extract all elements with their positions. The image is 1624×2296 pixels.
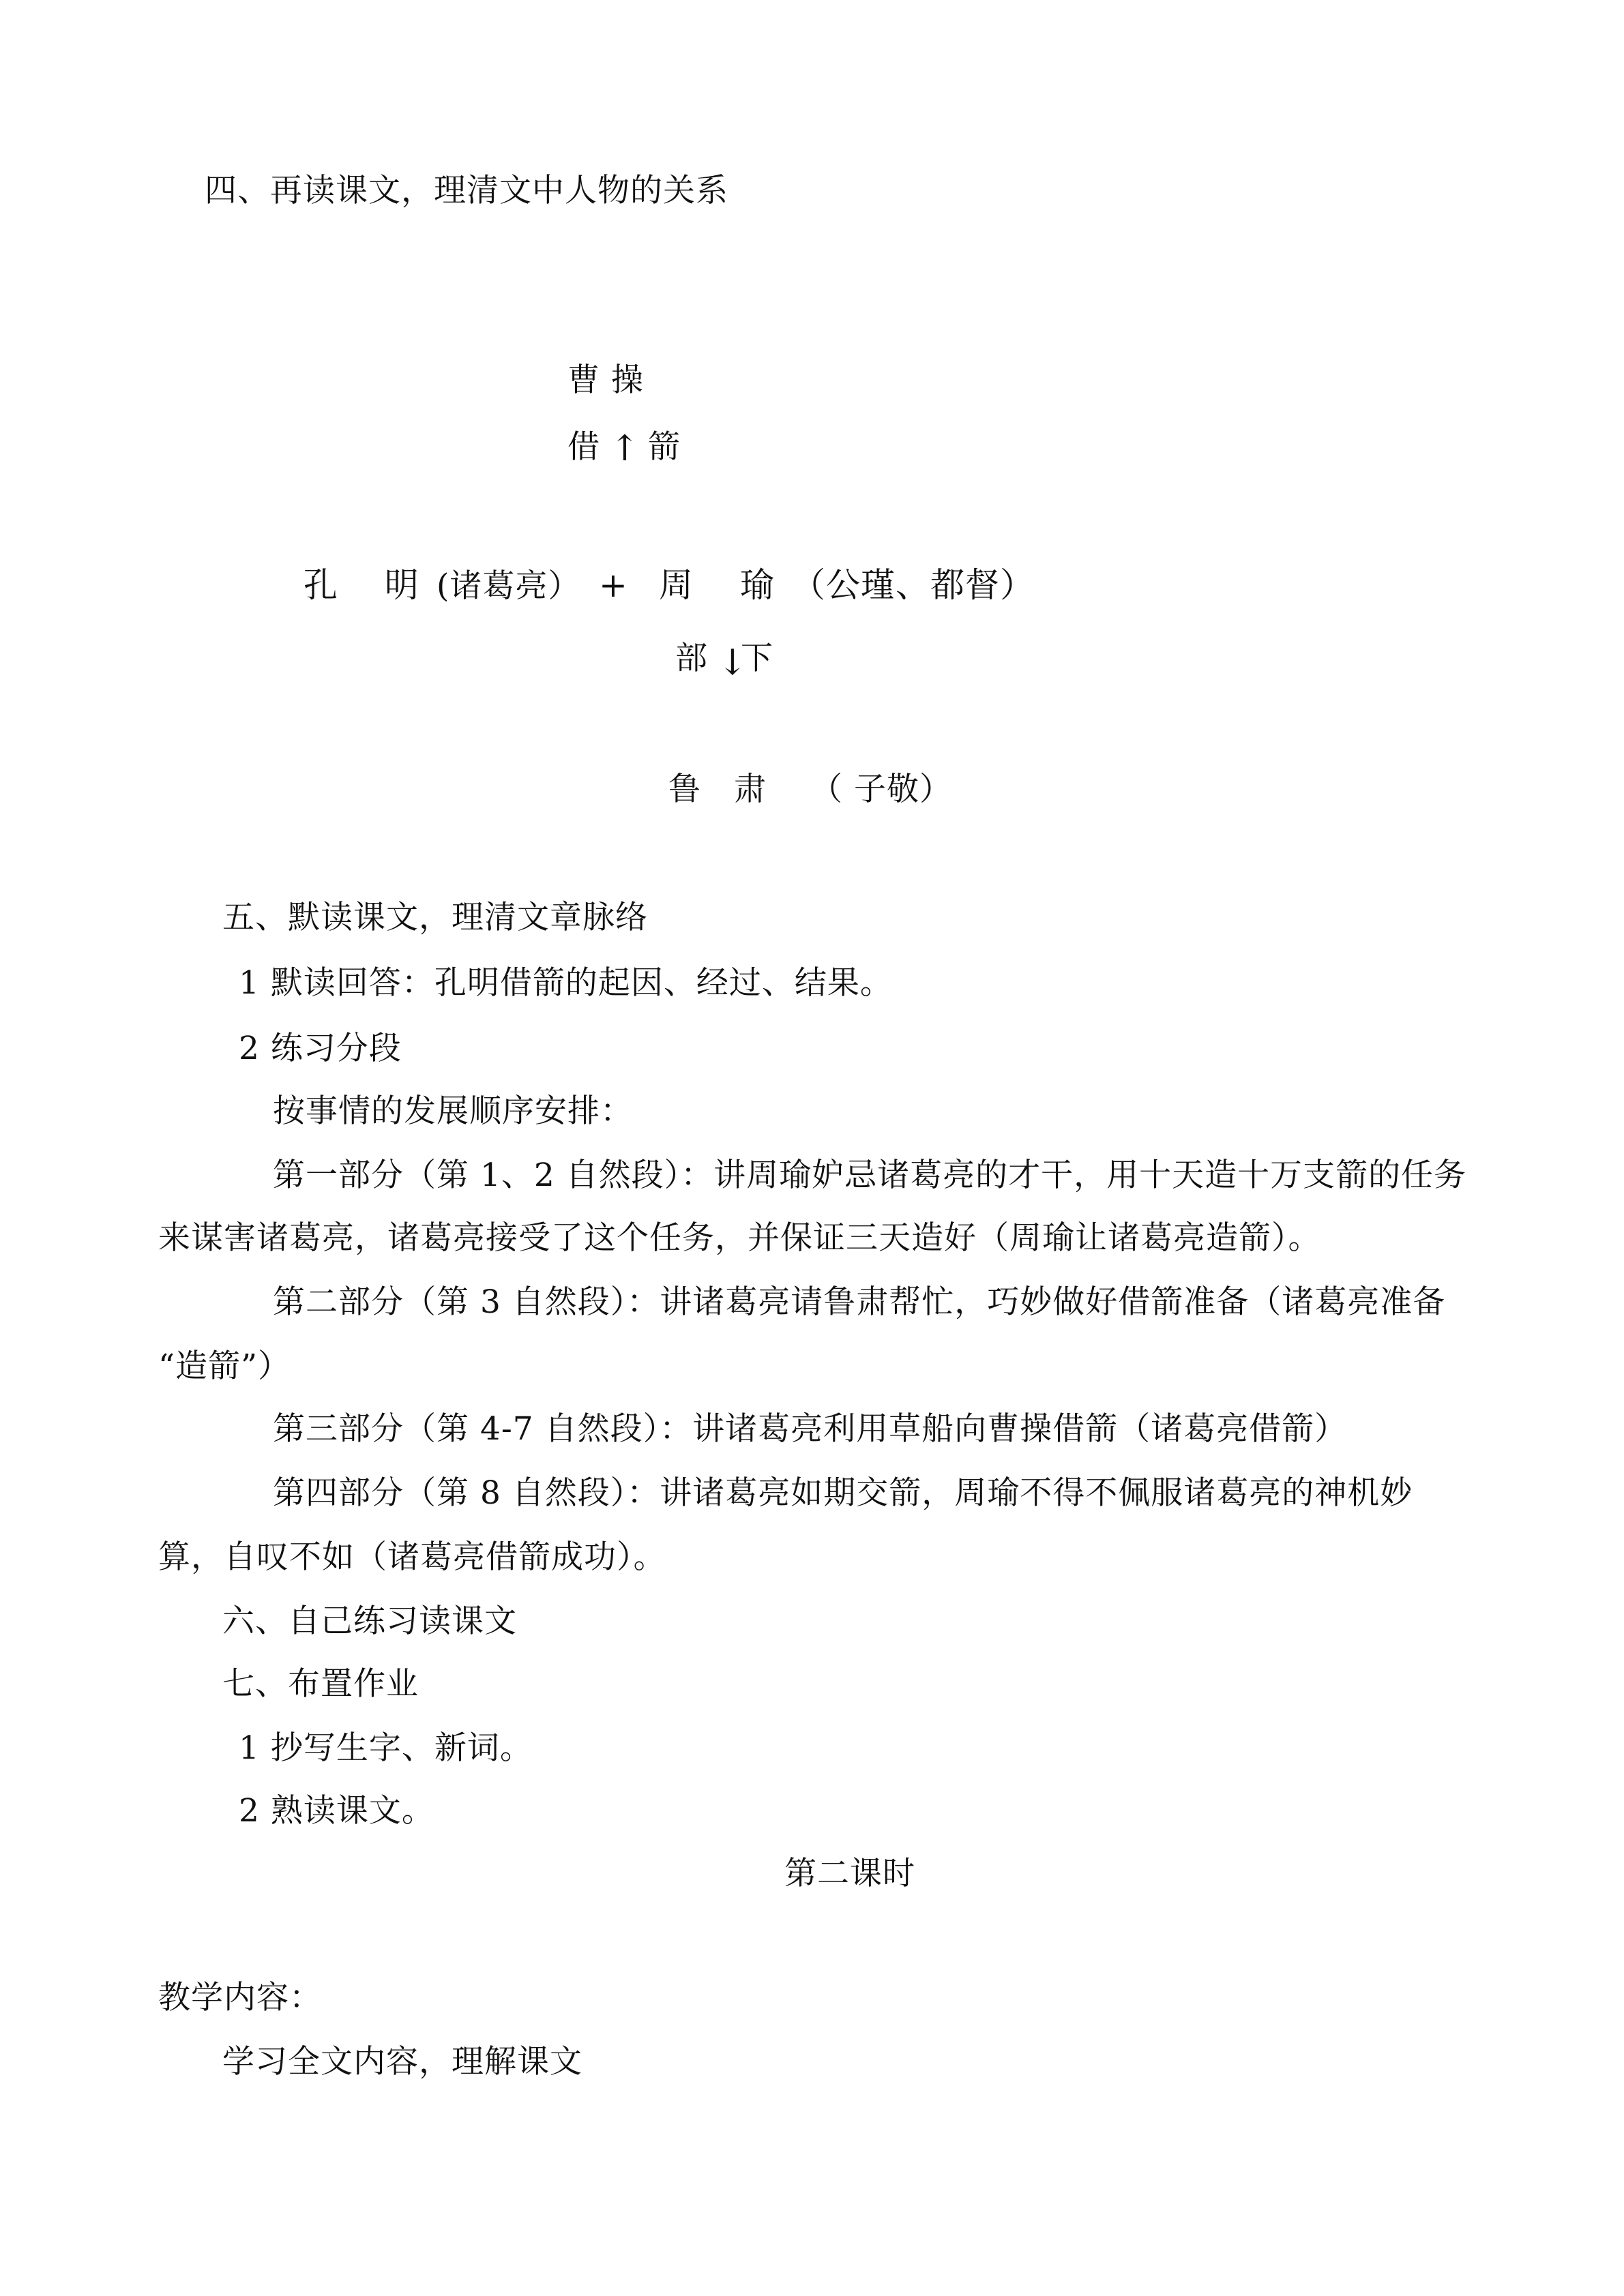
part1-line2: 来谋害诸葛亮，诸葛亮接受了这个任务，并保证三天造好（周瑜让诸葛亮造箭）。: [158, 1219, 1321, 1257]
down-arrow-icon: ↓: [718, 642, 748, 683]
section5-heading: 五、默读课文，理清文章脉络: [222, 899, 648, 936]
lu-su-alias: （ 子敬）: [810, 771, 952, 808]
lesson2-content-label: 教学内容：: [158, 1979, 322, 2016]
section5-item-2: 2 练习分段: [239, 1030, 402, 1067]
section6-heading: 六、自己练习读课文: [222, 1602, 517, 1640]
borrow-left-label: 借: [567, 428, 600, 466]
part2-line1: 第二部分（第 3 自然段）：讲诸葛亮请鲁肃帮忙，巧妙做好借箭准备（诸葛亮准备: [273, 1283, 1446, 1321]
section5-item-1: 1 默读回答：孔明借箭的起因、经过、结果。: [239, 964, 893, 1002]
part1-line1: 第一部分（第 1、2 自然段）：讲周瑜妒忌诸葛亮的才干，用十天造十万支箭的任务: [273, 1157, 1467, 1194]
part4-line2: 算，自叹不如（诸葛亮借箭成功）。: [158, 1538, 666, 1576]
borrow-right-label: 箭: [648, 428, 681, 466]
lesson2-content-text: 学习全文内容，理解课文: [222, 2043, 582, 2081]
subordinate-right-label: 下: [741, 640, 773, 677]
zhou-yu-label: 周 瑜: [659, 565, 775, 605]
section7-item-1: 1 抄写生字、新词。: [239, 1729, 533, 1767]
lu-su-label: 鲁 肃: [668, 771, 767, 808]
part4-line1: 第四部分（第 8 自然段）：讲诸葛亮如期交箭，周瑜不得不佩服诸葛亮的神机妙: [273, 1474, 1413, 1512]
zhou-yu-alias: （公瑾、都督）: [791, 565, 1035, 605]
section7-item-2: 2 熟读课文。: [239, 1792, 434, 1830]
lesson2-title: 第二课时: [784, 1855, 915, 1892]
section5-intro: 按事情的发展顺序安排：: [273, 1092, 633, 1130]
section4-heading: 四、再读课文，理清文中人物的关系: [205, 172, 728, 209]
part2-line2: “造箭”）: [158, 1347, 291, 1385]
subordinate-left-label: 部: [675, 640, 708, 677]
up-arrow-icon: ↑: [610, 428, 640, 469]
kong-ming-label: 孔 明: [304, 565, 419, 605]
cao-cao-label: 曹 操: [567, 361, 644, 399]
kong-ming-alias: (诸葛亮）: [437, 567, 581, 605]
section7-heading: 七、布置作业: [222, 1665, 419, 1703]
plus-sign: +: [599, 565, 628, 605]
part3-line: 第三部分（第 4-7 自然段）：讲诸葛亮利用草船向曹操借箭（诸葛亮借箭）: [273, 1410, 1348, 1448]
